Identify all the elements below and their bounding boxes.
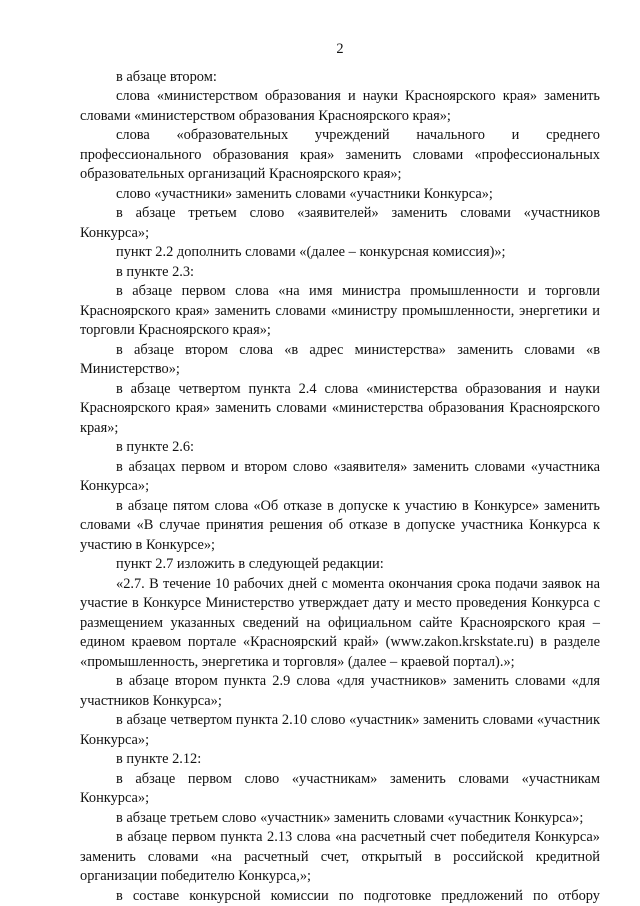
paragraph: в абзаце первом слово «участникам» заменить словами «участникам Конкурса»; bbox=[80, 770, 600, 809]
paragraph: в абзаце третьем слово «участник» заменить словами «участник Конкурса»; bbox=[80, 809, 600, 829]
paragraph: в абзацах первом и втором слово «заявителя» заменить словами «участника Конкурса»; bbox=[80, 458, 600, 497]
paragraph: в абзаце четвертом пункта 2.10 слово «участник» заменить словами «участник Конкурса»; bbox=[80, 711, 600, 750]
document-page bbox=[80, 40, 600, 906]
paragraph: в пункте 2.6: bbox=[80, 438, 600, 458]
paragraph: в абзаце пятом слова «Об отказе в допуске к участию в Конкурсе» заменить словами «В случае принятия решения об отказе в допуске участника Конкурса к участию в Конкурсе»; bbox=[80, 497, 600, 556]
paragraph: в пункте 2.3: bbox=[80, 263, 600, 283]
paragraph: в абзаце первом слова «на имя министра промышленности и торговли Красноярского края» заменить словами «министру промышленности, энергетики и торговли Красноярского края»; bbox=[80, 282, 600, 341]
paragraph: в абзаце втором: bbox=[80, 68, 600, 88]
paragraph: в абзаце четвертом пункта 2.4 слова «министерства образования и науки Красноярского края» заменить словами «министерства образования Красноярского края»; bbox=[80, 380, 600, 439]
paragraph: в абзаце первом пункта 2.13 слова «на расчетный счет победителя Конкурса» заменить словами «на расчетный счет, открытый в российской кредитной организации победителю Конкурса,»; bbox=[80, 828, 600, 887]
paragraph: слово «участники» заменить словами «участники Конкурса»; bbox=[80, 185, 600, 205]
paragraph: в абзаце втором слова «в адрес министерства» заменить словами «в Министерство»; bbox=[80, 341, 600, 380]
paragraph: пункт 2.2 дополнить словами «(далее – конкурсная комиссия)»; bbox=[80, 243, 600, 263]
paragraph: в пункте 2.12: bbox=[80, 750, 600, 770]
page-number: 2 bbox=[80, 40, 600, 60]
paragraph: «2.7. В течение 10 рабочих дней с момента окончания срока подачи заявок на участие в Конкурсе Министерство утверждает дату и место проведения Конкурса с размещением указанных сведений на официальном сайте Красноярского края – едином краевом портале «Красноярский край» (www.zakon.krskstate.ru) в разделе «промышленность, энергетика и торговля» (далее – краевой портал).»; bbox=[80, 575, 600, 673]
paragraph: в абзаце втором пункта 2.9 слова «для участников» заменить словами «для участников Конкурса»; bbox=[80, 672, 600, 711]
paragraph: слова «образовательных учреждений начального и среднего профессионального образования края» заменить словами «профессиональных образовательных организаций Красноярского края»; bbox=[80, 126, 600, 185]
paragraph: слова «министерством образования и науки Красноярского края» заменить словами «министерством образования Красноярского края»; bbox=[80, 87, 600, 126]
paragraph: в составе конкурсной комиссии по подготовке предложений по отбору bbox=[80, 887, 600, 906]
paragraph: пункт 2.7 изложить в следующей редакции: bbox=[80, 555, 600, 575]
paragraph: в абзаце третьем слово «заявителей» заменить словами «участников Конкурса»; bbox=[80, 204, 600, 243]
